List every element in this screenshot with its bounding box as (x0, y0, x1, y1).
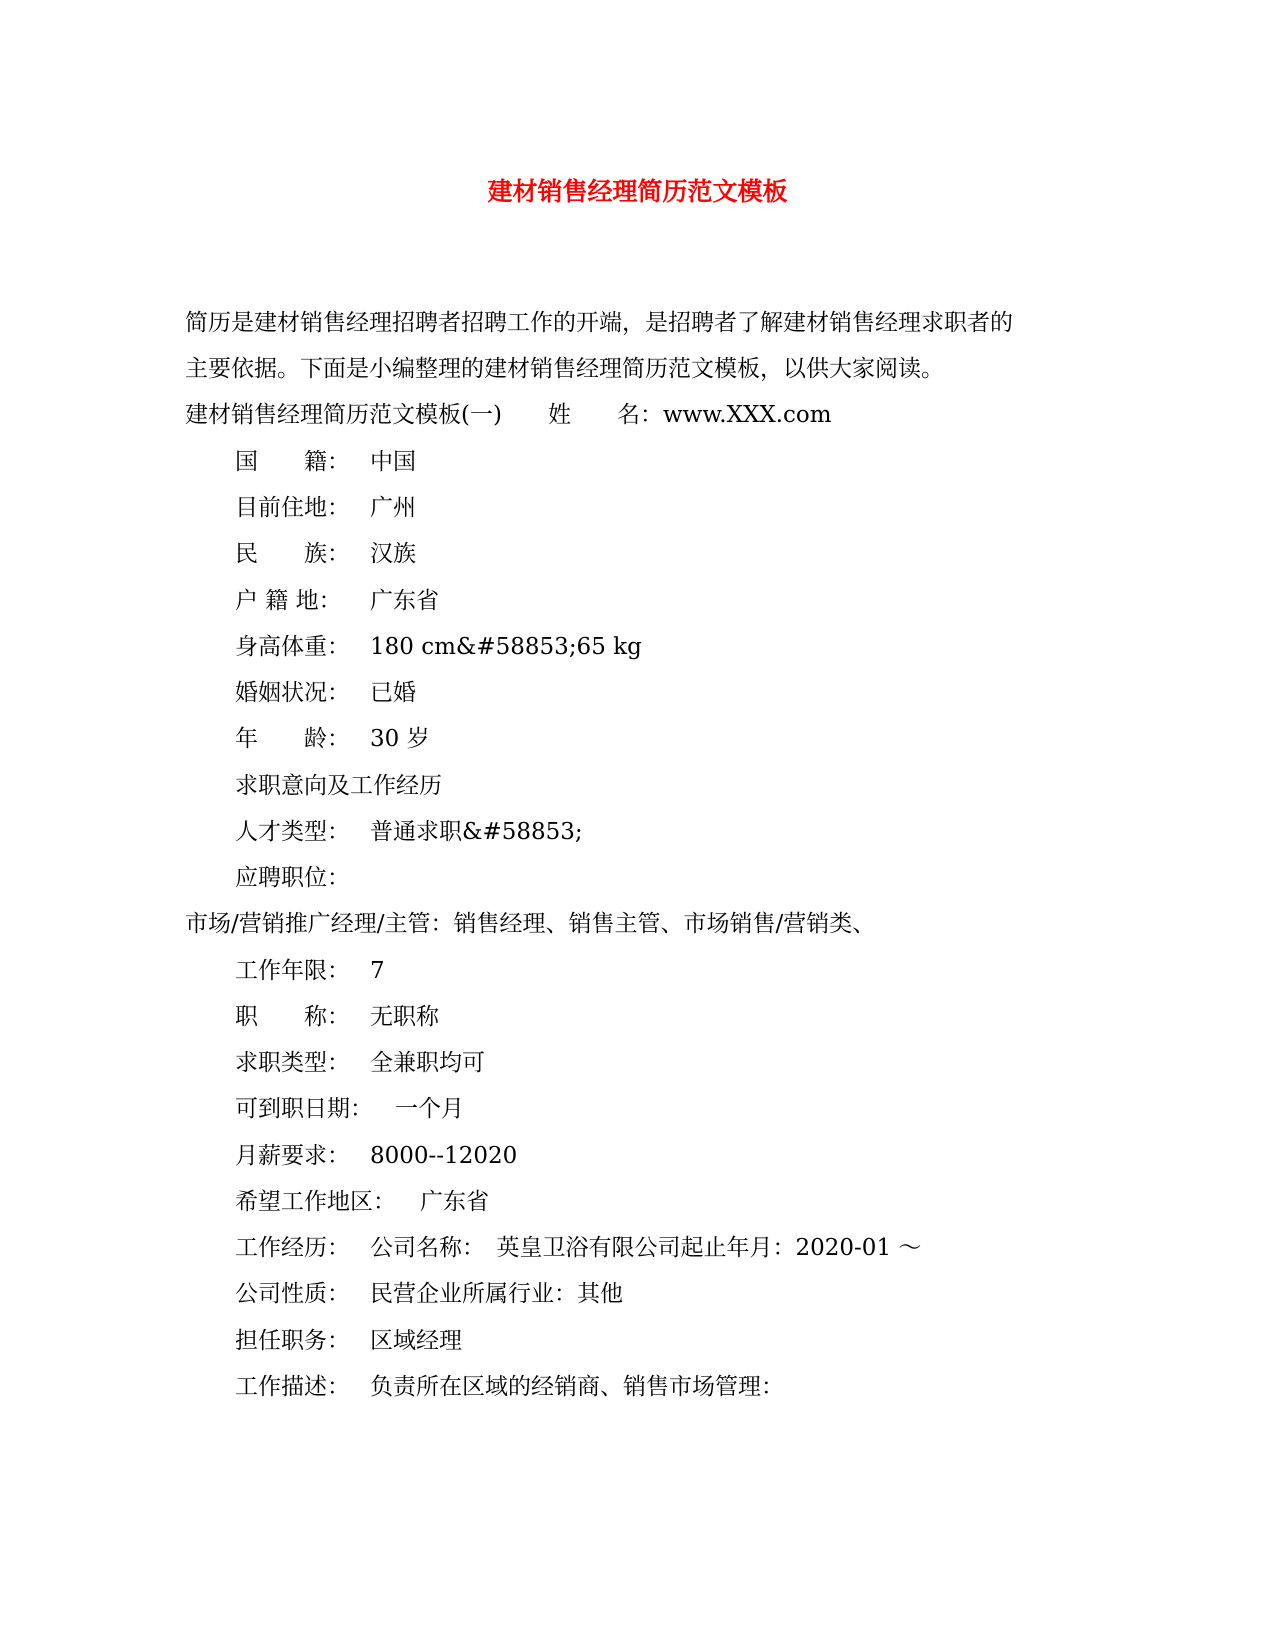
field-region (235, 1187, 489, 1217)
field-label: 国 籍： (235, 449, 350, 475)
field-value: 7 (370, 958, 385, 984)
field-value: 区域经理 (370, 1328, 462, 1354)
field-label: 婚姻状况： (235, 680, 350, 706)
field-value: 广东省 (370, 588, 439, 614)
field-label: 月薪要求： (235, 1143, 350, 1169)
field-hukou (235, 586, 439, 616)
document-title: 建材销售经理简历范文模板 (487, 177, 788, 206)
field-label: 求职类型： (235, 1050, 350, 1076)
field-marital (235, 678, 416, 708)
field-description (235, 1372, 784, 1402)
field-available (235, 1094, 464, 1124)
field-value: 180 cm&#58853;65 kg (370, 634, 642, 660)
field-position-value: 市场/营销推广经理/主管：销售经理、销售主管、市场销售/营销类、 (185, 911, 876, 937)
field-value: 已婚 (370, 680, 416, 706)
field-value: 负责所在区域的经销商、销售市场管理： (370, 1374, 784, 1400)
field-label: 工作年限： (235, 958, 350, 984)
field-value: 8000--12020 (370, 1143, 518, 1169)
field-value: 广州 (370, 495, 416, 521)
field-value: 全兼职均可 (370, 1050, 485, 1076)
field-label: 身高体重： (235, 634, 350, 660)
field-label: 担任职务： (235, 1328, 350, 1354)
intro-line-1: 简历是建材销售经理招聘者招聘工作的开端，是招聘者了解建材销售经理求职者的 (185, 310, 1013, 336)
field-position-label: 应聘职位： (235, 865, 350, 891)
field-nationality (235, 447, 416, 477)
field-label: 民 族： (235, 541, 350, 567)
field-value: 30 岁 (370, 726, 430, 752)
field-duty (235, 1326, 462, 1356)
field-years (235, 956, 385, 986)
field-label: 希望工作地区： (235, 1189, 396, 1215)
field-label: 户 籍 地： (235, 588, 342, 614)
field-ethnicity (235, 539, 416, 569)
field-value: 汉族 (370, 541, 416, 567)
field-label: 工作描述： (235, 1374, 350, 1400)
field-height-weight (235, 632, 642, 662)
field-label: 可到职日期： (235, 1096, 373, 1122)
field-company-nature (235, 1279, 623, 1309)
field-value: 普通求职&#58853; (370, 819, 583, 845)
intro-line-3: 建材销售经理简历范文模板(一) 姓 名：www.XXX.com (185, 402, 832, 428)
field-value: 中国 (370, 449, 416, 475)
field-label: 年 龄： (235, 726, 350, 752)
field-job-title (235, 1002, 439, 1032)
field-value: 广东省 (420, 1189, 489, 1215)
field-salary (235, 1141, 518, 1171)
field-value: 一个月 (395, 1096, 464, 1122)
intro-line-2: 主要依据。下面是小编整理的建材销售经理简历范文模板，以供大家阅读。 (185, 356, 944, 382)
section-heading: 求职意向及工作经历 (235, 773, 442, 799)
field-label: 人才类型： (235, 819, 350, 845)
field-label: 职 称： (235, 1004, 350, 1030)
field-residence (235, 493, 416, 523)
field-value: 民营企业所属行业：其他 (370, 1281, 623, 1307)
field-value: 公司名称： 英皇卫浴有限公司起止年月：2020-01 ～ (370, 1235, 922, 1261)
field-age (235, 724, 430, 754)
field-label: 公司性质： (235, 1281, 350, 1307)
field-label: 目前住地： (235, 495, 350, 521)
field-experience (235, 1233, 922, 1263)
field-talent-type (235, 817, 583, 847)
field-label: 工作经历： (235, 1235, 350, 1261)
field-job-type (235, 1048, 485, 1078)
field-value: 无职称 (370, 1004, 439, 1030)
